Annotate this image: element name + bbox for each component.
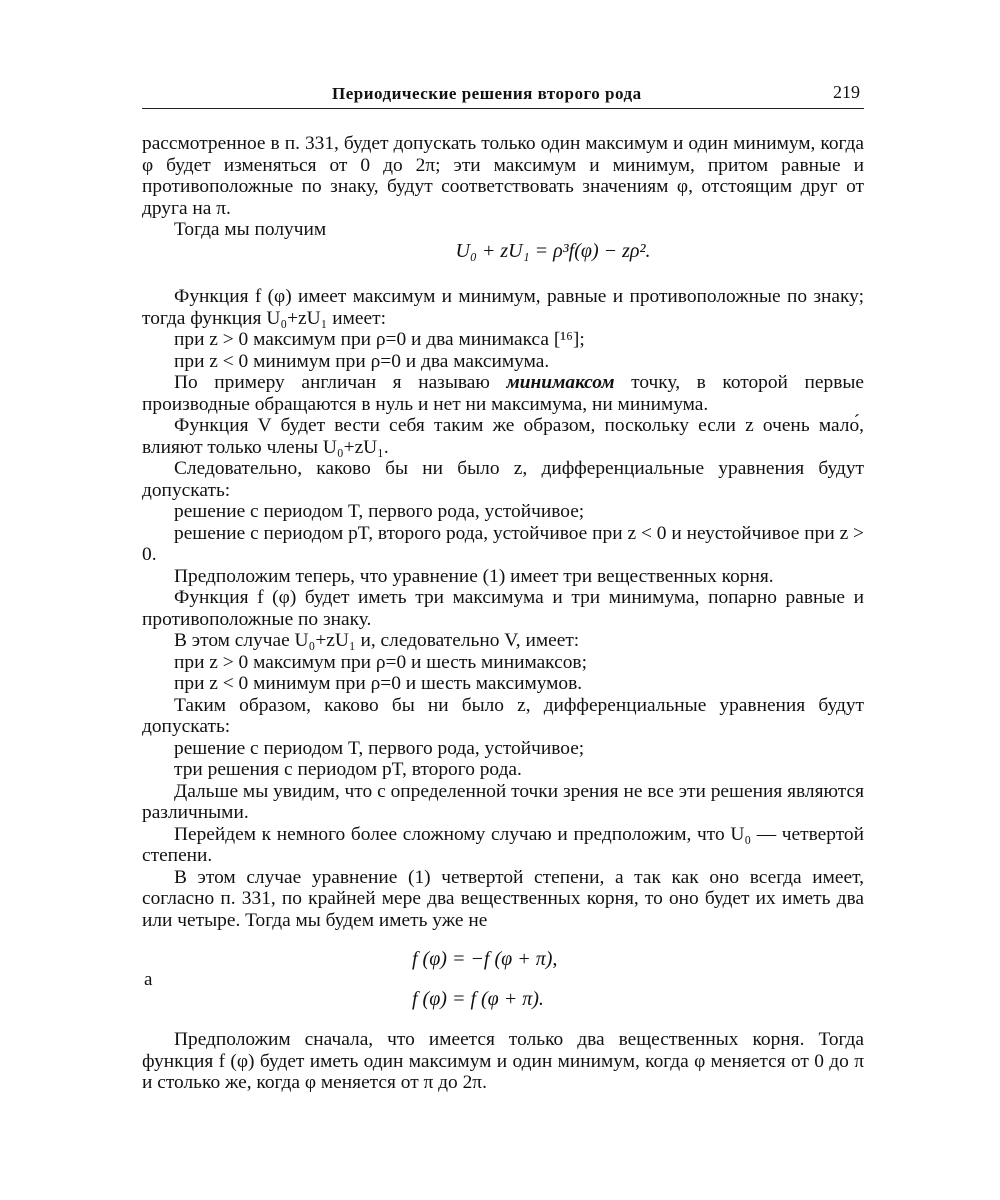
formula: f (φ) = −f (φ + π), (412, 948, 558, 970)
formula: f (φ) = f (φ + π). (412, 988, 544, 1010)
running-header (142, 80, 864, 109)
page-number: 219 (833, 82, 860, 102)
paragraph: рассмотренное в п. 331, будет допускать только один максимум и один минимум, когда φ будет изменяться от 0 до 2π; эти максимум и минимум, притом равные и противоположные по знаку, будут соответствовать значениям φ, отстоящим друг от друга на π. (142, 133, 864, 219)
case-line: В этом случае U₀+zU₁ и, следовательно V, имеет: (174, 630, 580, 651)
paragraph: Предположим теперь, что уравнение (1) имеет три вещественных корня. (174, 565, 774, 587)
paragraph: Функция f (φ) будет иметь три максимума и три минимума, попарно равные и противоположные по знаку. (142, 587, 864, 630)
paragraph: Функция V будет вести себя таким же образом, поскольку если z очень мало́, влияют только члены U₀+zU₁. (142, 415, 864, 458)
paragraph: Следовательно, каково бы ни было z, дифференциальные уравнения будут допускать: (142, 458, 864, 501)
paragraph: Перейдем к немного более сложному случаю и предположим, что U₀ — четвертой степени. (142, 823, 864, 866)
case-line: решение с периодом T, первого рода, устойчивое; (174, 737, 585, 759)
formula-block (142, 939, 864, 1019)
paragraph (142, 372, 864, 415)
conjunction: а (144, 969, 153, 990)
case-line: при z > 0 максимум при ρ=0 и шесть минимаксов; (174, 651, 587, 673)
paragraph: Таким образом, каково бы ни было z, дифференциальные уравнения будут допускать: (142, 694, 864, 737)
text-run: точку, в которой первые производные обращаются в нуль и нет ни максимума, ни минимума. (142, 372, 864, 415)
paragraph: Тогда мы получим (174, 219, 327, 240)
formula: U₀ + zU₁ = ρ³f(φ) − zρ². (455, 239, 651, 262)
paragraph: Предположим сначала, что имеется только два вещественных корня. Тогда функция f (φ) будет иметь один максимум и один минимум, когда φ меняется от 0 до π и столько же, когда φ меняется от π до 2π. (142, 1029, 864, 1093)
paragraph: Дальше мы увидим, что с определенной точки зрения не все эти решения являются различными. (142, 780, 864, 823)
paragraph: Функция f (φ) имеет максимум и минимум, равные и противоположные по знаку; тогда функция U₀+zU₁ имеет: (142, 286, 864, 329)
case-line: три решения с периодом pT, второго рода. (174, 759, 522, 780)
page-body (142, 133, 864, 1094)
text-run: По примеру англичан я называю (174, 372, 507, 393)
running-title: Периодические решения второго рода (332, 84, 642, 103)
paragraph: решение с периодом pT, второго рода, устойчивое при z < 0 и неустойчивое при z > 0. (142, 522, 864, 565)
case-line: при z < 0 минимум при ρ=0 и шесть максимумов. (174, 673, 583, 694)
case-line: решение с периодом T, первого рода, устойчивое; (174, 501, 585, 522)
paragraph: В этом случае уравнение (1) четвертой степени, а так как оно всегда имеет, согласно п. 331, по крайней мере два вещественных корня, то оно будет их иметь два или четыре. Тогда мы будем иметь уже не (142, 866, 864, 931)
emphasized-term: минимаксом (506, 372, 615, 393)
case-line: при z < 0 минимум при ρ=0 и два максимума. (174, 350, 550, 372)
case-line: при z > 0 максимум при ρ=0 и два минимакса [¹⁶]; (174, 329, 585, 350)
